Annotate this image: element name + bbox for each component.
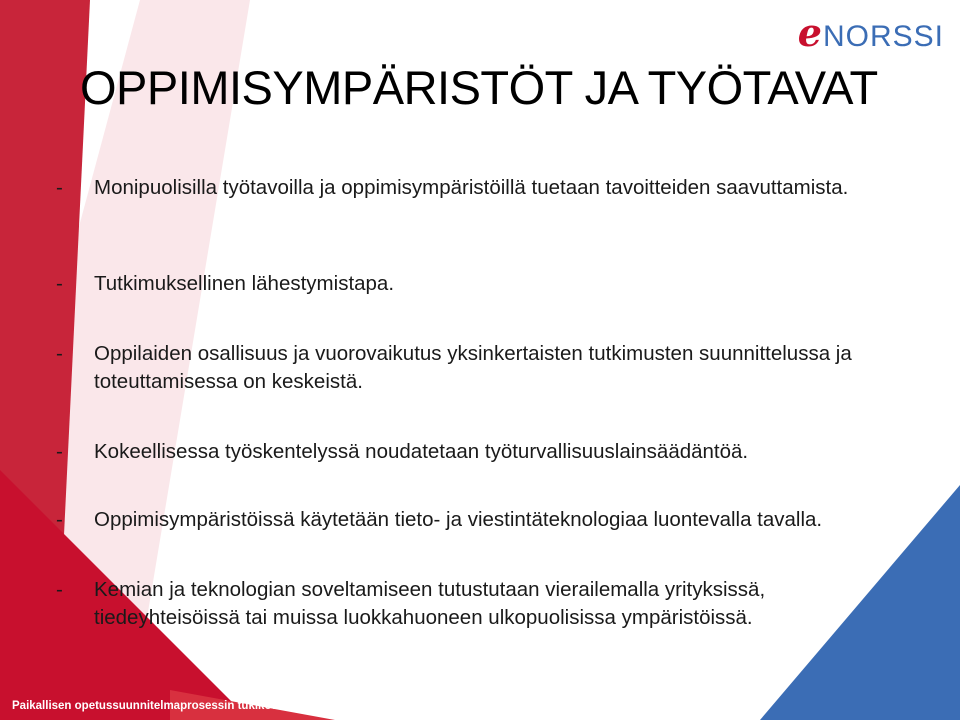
bullet-text: Kokeellisessa työskentelyssä noudatetaan työturvallisuuslainsäädäntöä. <box>94 440 749 463</box>
logo-name: NORSSI <box>822 20 944 53</box>
bullet-marker: - <box>56 272 63 295</box>
bullet-item <box>56 438 894 466</box>
bullet-marker: - <box>56 440 63 463</box>
bullet-text: Monipuolisilla työtavoilla ja oppimisympäristöillä tuetaan tavoitteiden saavuttamista. <box>94 176 849 199</box>
bullet-item <box>56 576 894 632</box>
bullet-marker: - <box>56 508 63 531</box>
bullet-marker: - <box>56 176 63 199</box>
bullet-marker: - <box>56 578 63 601</box>
logo-letter: e <box>797 10 822 55</box>
bullet-marker: - <box>56 342 63 365</box>
bullet-text: Tutkimuksellinen lähestymistapa. <box>94 272 395 295</box>
bullet-text: Oppimisympäristöissä käytetään tieto- ja viestintäteknologiaa luontevalla tavalla. <box>94 508 823 531</box>
bullet-item <box>56 270 894 298</box>
bullet-text: Kemian ja teknologian soveltamiseen tutustutaan vierailemalla yrityksissä, tiedeyhteisöissä tai muissa luokkahuoneen ulkopuolisissa ympäristöissä. <box>94 578 766 629</box>
enorssi-logo <box>797 10 944 55</box>
footer-text: Paikallisen opetussuunnitelmaprosessin tukikoulutus <box>12 700 306 712</box>
bullet-text: Oppilaiden osallisuus ja vuorovaikutus yksinkertaisten tutkimusten suunnittelussa ja toteuttamisessa on keskeistä. <box>94 342 852 393</box>
bullet-item <box>56 506 894 534</box>
bullet-item <box>56 174 894 202</box>
bullet-item <box>56 340 894 396</box>
slide-title: OPPIMISYMPÄRISTÖT JA TYÖTAVAT <box>80 61 878 114</box>
